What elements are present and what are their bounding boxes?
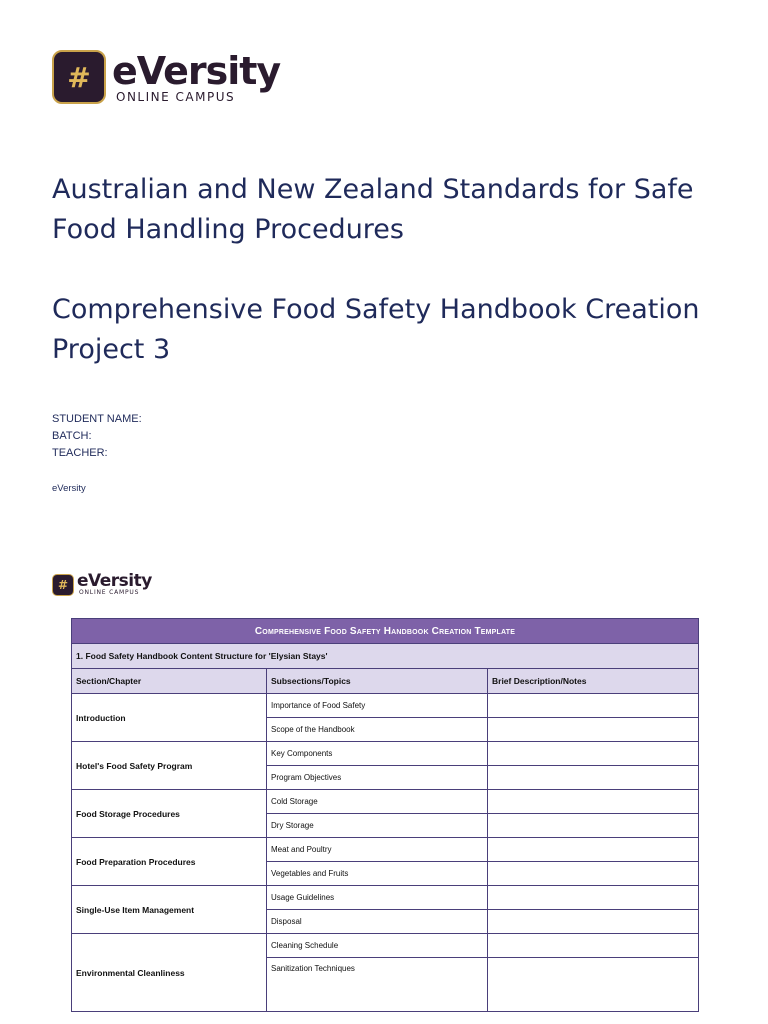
eversity-logo (52, 50, 280, 104)
notes-cell[interactable] (488, 742, 699, 766)
notes-cell[interactable] (488, 862, 699, 886)
notes-cell[interactable] (488, 958, 699, 1012)
table-row (72, 886, 699, 910)
student-name-label: STUDENT NAME: (52, 413, 142, 425)
topic-cell: Vegetables and Fruits (267, 862, 488, 886)
logo-tagline: ONLINE CAMPUS (79, 589, 140, 596)
section-name-cell: Hotel's Food Safety Program (72, 742, 267, 790)
eversity-hash-icon: # (52, 50, 106, 104)
table-row (72, 934, 699, 958)
document-title: Australian and New Zealand Standards for Safe Food Handling Procedures (52, 174, 694, 245)
topic-cell: Key Components (267, 742, 488, 766)
notes-cell[interactable] (488, 694, 699, 718)
notes-cell[interactable] (488, 886, 699, 910)
section-name-cell: Food Preparation Procedures (72, 838, 267, 886)
project-title: Comprehensive Food Safety Handbook Creation Project 3 (52, 294, 700, 365)
notes-cell[interactable] (488, 766, 699, 790)
notes-cell[interactable] (488, 718, 699, 742)
topic-cell: Meat and Poultry (267, 838, 488, 862)
column-header-notes: Brief Description/Notes (488, 669, 699, 694)
section-name-cell: Single-Use Item Management (72, 886, 267, 934)
notes-cell[interactable] (488, 934, 699, 958)
table-row (72, 838, 699, 862)
teacher-label: TEACHER: (52, 447, 108, 459)
handbook-template-table (71, 618, 699, 1012)
topic-cell: Scope of the Handbook (267, 718, 488, 742)
eversity-logo-small (52, 573, 152, 596)
topic-cell: Program Objectives (267, 766, 488, 790)
topic-cell: Usage Guidelines (267, 886, 488, 910)
topic-cell: Cold Storage (267, 790, 488, 814)
topic-cell: Cleaning Schedule (267, 934, 488, 958)
column-header-section: Section/Chapter (72, 669, 267, 694)
table-row (72, 694, 699, 718)
notes-cell[interactable] (488, 910, 699, 934)
eversity-hash-icon: # (52, 574, 74, 596)
template-subheading: 1. Food Safety Handbook Content Structure for 'Elysian Stays' (72, 644, 699, 669)
logo-tagline: ONLINE CAMPUS (116, 89, 236, 104)
student-details (52, 411, 142, 462)
table-row (72, 742, 699, 766)
topic-cell: Dry Storage (267, 814, 488, 838)
section-name-cell: Introduction (72, 694, 267, 742)
notes-cell[interactable] (488, 790, 699, 814)
notes-cell[interactable] (488, 838, 699, 862)
column-header-row (72, 669, 699, 694)
logo-wordmark: eVersity (77, 571, 152, 591)
topic-cell: Importance of Food Safety (267, 694, 488, 718)
column-header-topics: Subsections/Topics (267, 669, 488, 694)
organisation-name: eVersity (52, 483, 86, 494)
table-row (72, 790, 699, 814)
logo-wordmark: eVersity (112, 48, 281, 93)
topic-cell: Sanitization Techniques (267, 958, 488, 1012)
template-heading: Comprehensive Food Safety Handbook Creation Template (72, 619, 699, 644)
topic-cell: Disposal (267, 910, 488, 934)
notes-cell[interactable] (488, 814, 699, 838)
batch-label: BATCH: (52, 430, 92, 442)
section-name-cell: Environmental Cleanliness (72, 934, 267, 1012)
section-name-cell: Food Storage Procedures (72, 790, 267, 838)
